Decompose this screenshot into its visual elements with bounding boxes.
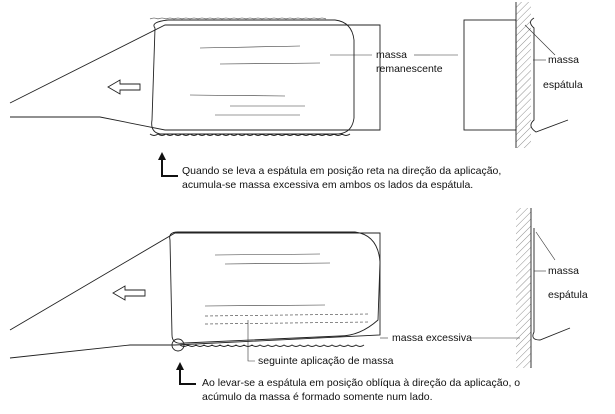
top-side-view xyxy=(464,20,516,130)
top-spatula-blade xyxy=(152,20,354,134)
top-mass-texture xyxy=(190,46,320,115)
corner-arrow-head xyxy=(158,152,166,160)
top-wall-hatch xyxy=(516,2,531,148)
bottom-dash-1 xyxy=(205,314,370,316)
bottom-massa-line xyxy=(536,232,555,260)
bottom-dash-2 xyxy=(205,322,370,324)
top-diagram xyxy=(10,2,583,191)
bottom-side-spatula xyxy=(533,228,570,340)
bottom-spatula-blade xyxy=(170,232,380,343)
top-label-massa: massa xyxy=(548,54,579,66)
bottom-caption-line1: Ao levar-se a espátula em posição oblíqua à direção da aplicação, o xyxy=(202,377,521,389)
bottom-label-massa-excessiva: massa excessiva xyxy=(392,332,472,344)
bottom-label-seguinte: seguinte aplicação de massa xyxy=(258,355,394,367)
top-side-spatula xyxy=(531,18,569,132)
top-caption-line2: acumula-se massa excessiva em ambos os lados da espátula. xyxy=(182,179,474,191)
bottom-spatula-handle xyxy=(10,233,380,358)
bottom-wavy-mass xyxy=(180,345,364,347)
corner-arrow-icon xyxy=(162,158,178,176)
bottom-caption-line2: acúmulo da massa é formado somente num lado. xyxy=(202,391,433,403)
top-spatula-handle xyxy=(10,25,380,130)
bottom-diagram xyxy=(10,208,588,403)
top-caption-line1: Quando se leva a espátula em posição reta na direção da aplicação, xyxy=(182,165,502,177)
left-arrow-icon xyxy=(108,80,140,94)
bottom-left-arrow-icon xyxy=(113,286,145,300)
bottom-corner-arrow-icon xyxy=(180,368,196,384)
bottom-mass-texture xyxy=(205,254,330,306)
bottom-label-espatula: espátula xyxy=(548,289,588,301)
top-label-remanescente-2: remanescente xyxy=(376,63,443,75)
top-label-remanescente-1: massa xyxy=(376,49,407,61)
top-wavy-mass-upper xyxy=(150,18,326,19)
bottom-label-massa: massa xyxy=(548,265,579,277)
bottom-corner-arrow-head xyxy=(176,362,184,370)
top-label-espatula: espátula xyxy=(543,79,583,91)
bottom-wall-hatch xyxy=(516,208,531,368)
